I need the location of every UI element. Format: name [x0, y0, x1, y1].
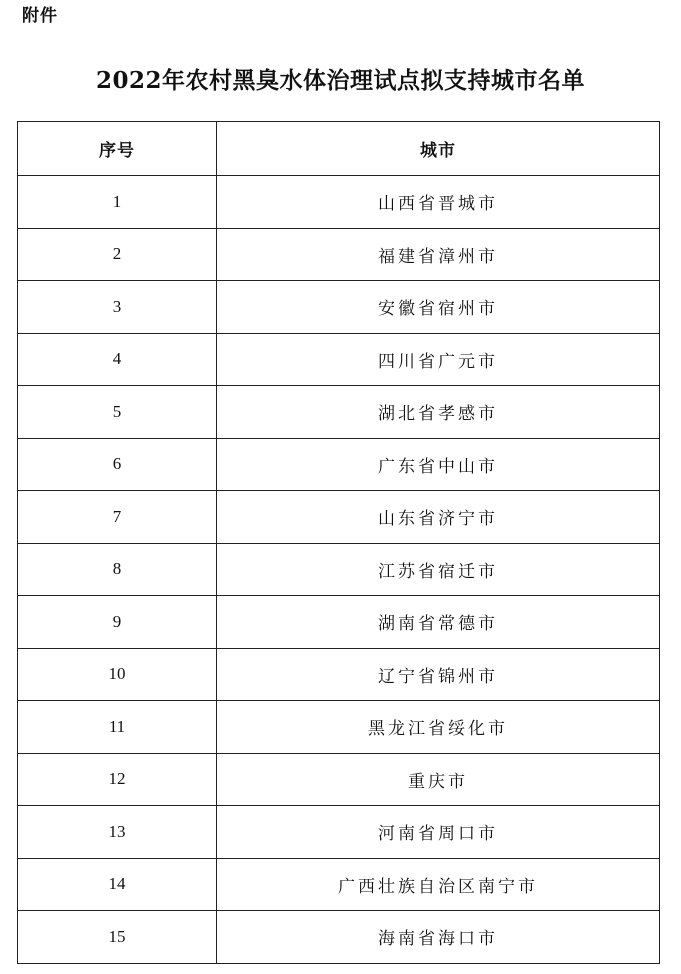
table-header-row	[18, 122, 660, 176]
row-number: 11	[18, 701, 217, 754]
row-city: 广东省中山市	[217, 438, 660, 491]
row-number: 15	[18, 911, 217, 964]
row-number: 14	[18, 858, 217, 911]
row-number: 13	[18, 806, 217, 859]
row-number: 3	[18, 281, 217, 334]
row-number: 1	[18, 176, 217, 229]
attachment-label: 附件	[22, 6, 58, 26]
document-title: 2022年农村黑臭水体治理试点拟支持城市名单	[95, 67, 585, 94]
table-row	[18, 491, 660, 544]
row-city: 福建省漳州市	[217, 228, 660, 281]
row-number: 7	[18, 491, 217, 544]
column-header-number: 序号	[18, 122, 217, 176]
table-row	[18, 333, 660, 386]
row-number: 12	[18, 753, 217, 806]
row-city: 湖南省常德市	[217, 596, 660, 649]
row-city: 安徽省宿州市	[217, 281, 660, 334]
row-city: 辽宁省锦州市	[217, 648, 660, 701]
row-number: 5	[18, 386, 217, 439]
row-city: 黑龙江省绥化市	[217, 701, 660, 754]
table-row	[18, 806, 660, 859]
table-row	[18, 281, 660, 334]
table-row	[18, 648, 660, 701]
table-row	[18, 596, 660, 649]
table-row	[18, 701, 660, 754]
row-city: 河南省周口市	[217, 806, 660, 859]
row-number: 2	[18, 228, 217, 281]
table-row	[18, 438, 660, 491]
column-header-city: 城市	[217, 122, 660, 176]
table-row	[18, 176, 660, 229]
row-number: 9	[18, 596, 217, 649]
row-city: 湖北省孝感市	[217, 386, 660, 439]
row-city: 广西壮族自治区南宁市	[217, 858, 660, 911]
row-number: 10	[18, 648, 217, 701]
row-number: 8	[18, 543, 217, 596]
row-city: 重庆市	[217, 753, 660, 806]
row-number: 4	[18, 333, 217, 386]
row-city: 山东省济宁市	[217, 491, 660, 544]
table-row	[18, 911, 660, 964]
row-city: 四川省广元市	[217, 333, 660, 386]
row-city: 海南省海口市	[217, 911, 660, 964]
row-city: 江苏省宿迁市	[217, 543, 660, 596]
row-city: 山西省晋城市	[217, 176, 660, 229]
table-row	[18, 543, 660, 596]
city-list-table	[17, 121, 660, 964]
table-row	[18, 858, 660, 911]
row-number: 6	[18, 438, 217, 491]
table-row	[18, 386, 660, 439]
table-row	[18, 753, 660, 806]
table-row	[18, 228, 660, 281]
